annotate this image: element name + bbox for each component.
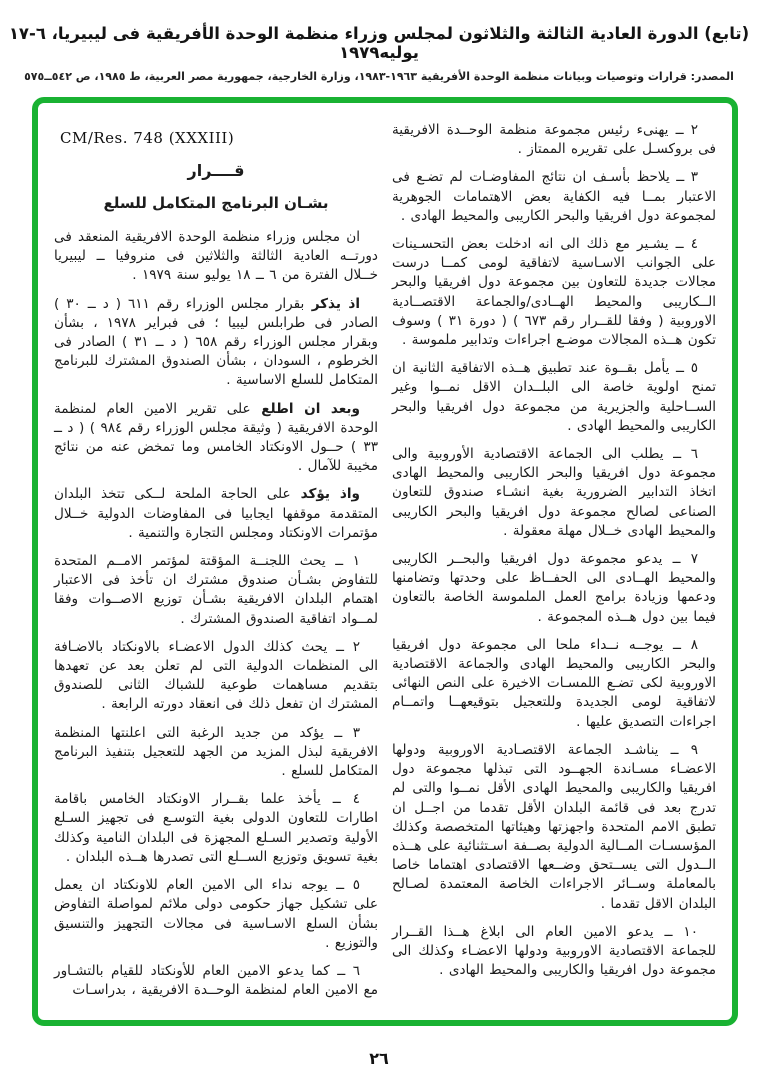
header-session-title: (تابع) الدورة العادية الثالثة والثلاثون لمجلس وزراء منظمة الوحدة الأفريقية فى ليبيريا، ٦-١٧ يوليه١٩٧٩ (8, 24, 750, 62)
doc-ref: CM/Res. 748 (XXXIII) (60, 129, 235, 147)
paragraph: ٢ ــ يهنىء رئيس مجموعة منظمة الوحــدة الافريقية فى بروكسـل على تقريره الممتاز . (392, 122, 716, 158)
left-column-body (54, 228, 378, 1000)
page-number: ٢٦ (369, 1049, 389, 1068)
paragraph: ٦ ــ كما يدعو الامين العام للأونكتاد للقيام بالتشـاور مع الامين العام لمنظمة الوحــدة الافريقية ، بدراسـات (54, 962, 378, 999)
document-frame (32, 97, 738, 1026)
paragraph: ٥ ــ يأمل بقــوة عند تطبيق هــذه الاتفاقية الثانية ان تمنح اولوية خاصة الى البلــدان الاقل نمــوا وغير الســاحلية والجزيرية من مجموعة دول افريقيا والبحر الكاريبى والمحيط الهادى . (392, 360, 716, 434)
paragraph: ٦ ــ يطلب الى الجماعة الاقتصادية الأوروبية والى مجموعة دول افريقيا والبحر الكاريبى والمحيط الهادى اتخاذ التدابير الضرورية بغية انشـاء صندوق للتعاون الصناعى لصالح مجموعة دول افريقيا والبحر الكاريبى والمحيط الهادى خــلال مهلة معقولة . (392, 446, 716, 539)
paragraph: ٢ ــ يحث كذلك الدول الاعضـاء بالاونكتاد بالاضـافة الى المنظمات الدولية التى لم تعلن بعد عن تعهدها بتقديم مساهمات طوعية للشباك الثانى للصندوق المشترك ان تفعل ذلك فى انعقاد دورته الرابعة . (54, 638, 378, 713)
paragraph: ٤ ــ يأخذ علما بقــرار الاونكتاد الخامس باقامة اطارات للتعاون الدولى بغية التوسـع فى تجهيز السـلع الأولية وتصدير السـلع المجهزة فى البلدان النامية وكذلك بغية تسويق وتوزيع الســلع التى تصدرها هــذه البلدان . (54, 791, 378, 865)
page-header (0, 24, 758, 83)
resolution-title: قــــرار (187, 161, 245, 180)
paragraph: ٣ ــ يؤكد من جديد الرغبة التى اعلنتها المنظمة الافريقية لبذل المزيد من الجهد للتعجيل بتنفيذ البرنامج المتكامل للسلع . (54, 724, 378, 780)
paragraph: ان مجلس وزراء منظمة الوحدة الافريقية المنعقد فى دورتــه العادية الثالثة والثلاثين فى منروفيا ــ ليبيريا خــلال الفترة من ٦ ــ ١٨ يوليو سنة ١٩٧٩ . (54, 229, 378, 284)
column-left (54, 121, 378, 1010)
paragraph: واذ يؤكد على الحاجة الملحة لــكى تتخذ البلدان المتقدمة موقفها ايجابيا فى المفاوضات الدولية خــلال مؤتمرات الاونكتاد ومجلس التجارة والتنمية . (54, 486, 378, 541)
resolution-subtitle: بشـان البرنامج المتكامل للسلع (103, 194, 329, 212)
paragraph: ٥ ــ يوجه نداء الى الامين العام للاونكتاد ان يعمل على تشكيل جهاز حكومى دولى ملائم لمواصلة التفاوض بشأن السلع الاسـاسية فى مجالات التجهيز والتنسيق والتوزيع . (54, 877, 378, 951)
paragraph: ٤ ــ يشـير مع ذلك الى انه ادخلت بعض التحسـينات على الجوانب الاسـاسية لاتفاقية لومى كمــا درست مجالات جديدة للتعاون بين مجموعة دول افريقيا والبحر الــكاريبى والمحيط الهــادى/والجماعة الاقتصــادية الاوروبية ( وفقا للقــرار رقم ٦٧٣ ) ( دورة ٣١ ) وسوف تكون هــذه المجالات موضـع اجراءات وتدابير ملموسة . (392, 236, 717, 349)
paragraph: اذ يذكر بقرار مجلس الوزراء رقم ٦١١ ( د ــ ٣٠ ) الصادر فى طرابلس ليبيا ؛ فى فبراير ١٩٧٨ ، بشأن وبقرار مجلس الوزراء رقم ٦٥٨ ( د ــ ٣١ ) الصادر فى الخرطوم ، السودان ، بشأن الصندوق المشترك للبرنامج المتكامل للسلع الاساسية . (54, 295, 378, 389)
right-column-body (392, 121, 716, 980)
paragraph: ٧ ــ يدعو مجموعة دول افريقيا والبحــر الكاريبى والمحيط الهــادى الى الحفــاظ على وحدتها وتضامنها ودعمها وزيادة برامج العمل الملموسة الخاصة بالتعاون فيما بين دول هــذه المجموعة . (392, 551, 716, 625)
header-source-line: المصدر: قرارات وتوصيات وبيانات منظمة الوحدة الأفريقية ١٩٦٣-١٩٨٣، وزارة الخارجية، جمهورية مصر العربية، ط ١٩٨٥، ص ٥٤٢ــ٥٧٥ (24, 70, 734, 83)
paragraph: ١ ــ يحث اللجنــة المؤقتة لمؤتمر الامــم المتحدة للتفاوض بشـأن صندوق مشترك ان تأخذ فى الاعتبار اهتمام البلدان الافريقية بشـأن توزيع الاصــوات وفقا لمــواد اتفاقية الصندوق المشترك . (54, 553, 378, 627)
paragraph: ٨ ــ يوجــه نــداء ملحا الى مجموعة دول افريقيا والبحر الكاريبى والمحيط الهادى والجماعة الاقتصادية الاوروبية لكى تضـع اللمسـات الاخيرة على النص النهائى لاتفاقية لومى الجديدة وللتعجيل بتوقيعهــا واتمــام اجراءات التصديق عليها . (392, 636, 716, 730)
paragraph: ٩ ــ يناشـد الجماعة الاقتصـادية الاوروبية ودولها الاعضـاء مسـاندة الجهــود التى تبذلها مجموعة دول افريقيا والكاريبى والمحيط الهادى الأقل نمــوا والتى لم تدرج بعد فى قائمة البلدان الأقل تقدما من اجــل ان تطبق الامم المتحدة واجهزتها وهيئاتها المتخصصة وكذلك المؤسسـات المــالية الدولية بصــفة اسـتثنائية على هــذه الــدول التى يســتحق وضــعها الاقتصادى اهتماما خاصا بالمعاملة وســائر الاجراءات الخاصة المعتمدة لصـالح البلدان الاقل تقدما . (392, 741, 716, 912)
column-right (392, 121, 716, 1010)
paragraph: ٣ ــ يلاحظ بأسـف ان نتائج المفاوضـات لم تضـع فى الاعتبار بمــا فيه الكفاية بعض الاهتمامات الجوهرية لمجموعة دول افريقيا والبحر الكاريبى والمحيط الهادى . (392, 169, 716, 224)
paragraph: ١٠ ــ يدعو الامين العام الى ابلاغ هــذا القــرار للجماعة الاقتصادية الاوروبية ودولها الاعضـاء وكذلك الى مجموعة دول افريقيا والكاريبى والمحيط الهادى . (392, 923, 716, 979)
paragraph: وبعد ان اطلع على تقرير الامين العام لمنظمة الوحدة الافريقية ( وثيقة مجلس الوزراء رقم ٩٨٤ ) ( د ــ ٣٣ ) حــول الاونكتاد الخامس وما تمخض عنه من نتائج مخيبة للآمال . (54, 400, 378, 475)
